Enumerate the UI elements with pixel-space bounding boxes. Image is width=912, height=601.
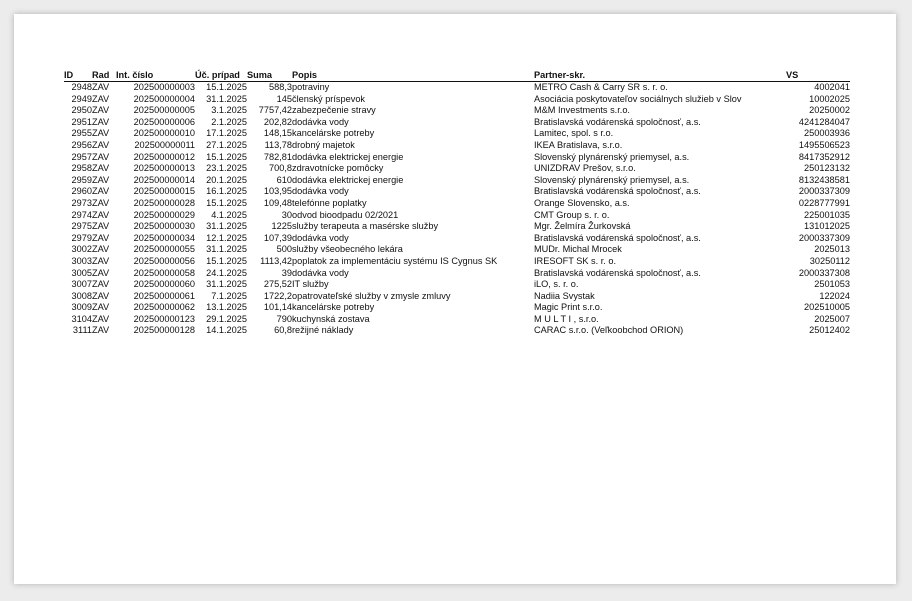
cell-partner: Mgr. Želmíra Žurkovská — [534, 221, 631, 232]
cell-id: 2973 — [71, 197, 92, 208]
cell-vs: 2501053 — [814, 279, 850, 290]
table-row — [64, 175, 850, 187]
table-body — [64, 82, 850, 338]
cell-rad: ZAV — [92, 151, 110, 162]
header-id: ID — [64, 70, 92, 82]
cell-rad: ZAV — [92, 105, 110, 116]
cell-id: 2956 — [71, 139, 92, 150]
cell-rad: ZAV — [92, 302, 110, 313]
cell-vs: 2000337308 — [798, 267, 850, 278]
table-row — [64, 233, 850, 245]
cell-partner: Bratislavská vodárenská spoločnosť, a.s. — [534, 186, 701, 197]
cell-int-cislo: 202500000011 — [134, 139, 195, 150]
cell-rad: ZAV — [92, 255, 110, 266]
cell-partner: IRESOFT SK s. r. o. — [534, 255, 617, 266]
cell-rad: ZAV — [92, 186, 110, 197]
cell-vs: 4002041 — [814, 82, 850, 92]
cell-partner: METRO Cash & Carry SR s. r. o. — [534, 82, 668, 92]
cell-partner: Bratislavská vodárenská spoločnosť, a.s. — [534, 116, 701, 127]
cell-id: 3002 — [71, 244, 92, 255]
cell-id: 2955 — [71, 128, 92, 139]
cell-id: 3008 — [71, 290, 92, 301]
table-row — [64, 221, 850, 233]
cell-popis: dodávka vody — [292, 232, 349, 243]
table-row — [64, 198, 850, 210]
cell-rad: ZAV — [92, 82, 110, 92]
cell-rad: ZAV — [92, 197, 110, 208]
cell-suma: 700,8 — [269, 163, 292, 174]
cell-id: 2974 — [71, 209, 92, 220]
cell-uc-pripad: 14.1.2025 — [206, 325, 247, 336]
cell-suma: 790 — [276, 313, 292, 324]
cell-partner: Nadiia Svystak — [534, 290, 595, 301]
cell-id: 2975 — [71, 221, 92, 232]
document-page — [14, 14, 896, 584]
cell-int-cislo: 202500000128 — [133, 325, 195, 336]
cell-suma: 107,39 — [263, 232, 292, 243]
cell-uc-pripad: 31.1.2025 — [206, 244, 247, 255]
cell-int-cislo: 202500000058 — [133, 267, 195, 278]
cell-uc-pripad: 23.1.2025 — [206, 163, 247, 174]
cell-id: 2979 — [71, 232, 92, 243]
table-row — [64, 325, 850, 337]
cell-int-cislo: 202500000030 — [133, 221, 195, 232]
table-row — [64, 117, 850, 129]
cell-suma: 145 — [276, 93, 292, 104]
cell-popis: dodávka vody — [292, 267, 349, 278]
cell-vs: 8417352912 — [798, 151, 850, 162]
cell-suma: 500 — [276, 244, 292, 255]
cell-id: 3007 — [71, 279, 92, 290]
cell-suma: 275,52 — [263, 279, 292, 290]
cell-id: 3003 — [71, 255, 92, 266]
cell-rad: ZAV — [92, 290, 110, 301]
cell-int-cislo: 202500000029 — [133, 209, 195, 220]
cell-id: 3005 — [71, 267, 92, 278]
cell-uc-pripad: 27.1.2025 — [206, 139, 247, 150]
cell-partner: Slovenský plynárenský priemysel, a.s. — [534, 151, 690, 162]
cell-uc-pripad: 29.1.2025 — [206, 313, 247, 324]
cell-id: 2951 — [71, 116, 92, 127]
cell-partner: Bratislavská vodárenská spoločnosť, a.s. — [534, 232, 701, 243]
cell-vs: 4241284047 — [798, 116, 850, 127]
table-row — [64, 279, 850, 291]
cell-popis: služby terapeuta a masérske služby — [292, 221, 439, 232]
cell-id: 3104 — [71, 313, 92, 324]
table-row — [64, 314, 850, 326]
cell-rad: ZAV — [92, 163, 110, 174]
cell-int-cislo: 202500000061 — [133, 290, 195, 301]
cell-id: 3111 — [72, 325, 92, 336]
cell-partner: CMT Group s. r. o. — [534, 209, 610, 220]
cell-int-cislo: 202500000014 — [133, 174, 195, 185]
cell-id: 2957 — [71, 151, 92, 162]
cell-rad: ZAV — [92, 128, 110, 139]
cell-popis: poplatok za implementáciu systému IS Cygnus SK — [292, 255, 498, 266]
cell-uc-pripad: 31.1.2025 — [206, 93, 247, 104]
cell-int-cislo: 202500000010 — [133, 128, 195, 139]
cell-suma: 1722,2 — [263, 290, 292, 301]
cell-partner: M U L T I , s.r.o. — [534, 313, 599, 324]
cell-popis: dodávka vody — [292, 186, 349, 197]
cell-rad: ZAV — [92, 116, 110, 127]
cell-suma: 103,95 — [263, 186, 292, 197]
cell-id: 3009 — [71, 302, 92, 313]
cell-vs: 131012025 — [804, 221, 850, 232]
table-row — [64, 244, 850, 256]
cell-vs: 20250002 — [809, 105, 850, 116]
cell-popis: dodávka elektrickej energie — [292, 174, 404, 185]
cell-vs: 202510005 — [804, 302, 850, 313]
table-row — [64, 152, 850, 164]
cell-vs: 25012402 — [809, 325, 850, 336]
cell-suma: 60,8 — [274, 325, 292, 336]
cell-suma: 1113,42 — [260, 255, 292, 266]
table-row — [64, 186, 850, 198]
cell-popis: kancelárske potreby — [292, 128, 375, 139]
cell-int-cislo: 202500000015 — [133, 186, 195, 197]
cell-partner: iLO, s. r. o. — [534, 279, 579, 290]
cell-rad: ZAV — [92, 93, 110, 104]
cell-uc-pripad: 15.1.2025 — [206, 197, 247, 208]
cell-partner: Asociácia poskytovateľov sociálnych služieb v Slov — [534, 93, 742, 104]
cell-popis: IT služby — [292, 279, 329, 290]
cell-uc-pripad: 2.1.2025 — [211, 116, 247, 127]
cell-uc-pripad: 16.1.2025 — [206, 186, 247, 197]
cell-rad: ZAV — [92, 209, 110, 220]
cell-uc-pripad: 15.1.2025 — [206, 151, 247, 162]
cell-rad: ZAV — [92, 279, 110, 290]
cell-partner: MUDr. Michal Mrocek — [534, 244, 622, 255]
cell-rad: ZAV — [92, 313, 110, 324]
cell-partner: Slovenský plynárenský priemysel, a.s. — [534, 174, 690, 185]
cell-int-cislo: 202500000028 — [133, 197, 195, 208]
cell-partner: Lamitec, spol. s r.o. — [534, 128, 614, 139]
cell-partner: IKEA Bratislava, s.r.o. — [534, 139, 623, 150]
cell-vs: 30250112 — [809, 255, 850, 266]
cell-int-cislo: 202500000055 — [133, 244, 195, 255]
cell-uc-pripad: 3.1.2025 — [211, 105, 247, 116]
cell-popis: služby všeobecného lekára — [292, 244, 403, 255]
table-row — [64, 302, 850, 314]
cell-uc-pripad: 24.1.2025 — [206, 267, 247, 278]
table-row — [64, 94, 850, 106]
cell-suma: 30 — [281, 209, 292, 220]
header-rad: Rad — [92, 70, 116, 82]
cell-suma: 202,82 — [263, 116, 292, 127]
cell-int-cislo: 202500000062 — [133, 302, 195, 313]
cell-int-cislo: 202500000003 — [133, 82, 195, 92]
cell-popis: kancelárske potreby — [292, 302, 375, 313]
cell-rad: ZAV — [92, 174, 110, 185]
table-row — [64, 140, 850, 152]
cell-popis: opatrovateľské služby v zmysle zmluvy — [292, 290, 451, 301]
cell-vs: 10002025 — [809, 93, 850, 104]
cell-partner: Bratislavská vodárenská spoločnosť, a.s. — [534, 267, 701, 278]
cell-popis: kuchynská zostava — [292, 313, 370, 324]
cell-rad: ZAV — [92, 139, 110, 150]
cell-id: 2960 — [71, 186, 92, 197]
cell-vs: 2025007 — [814, 313, 850, 324]
cell-vs: 250123132 — [804, 163, 850, 174]
cell-partner: UNIZDRAV Prešov, s.r.o. — [534, 163, 636, 174]
cell-popis: zabezpečenie stravy — [292, 105, 376, 116]
cell-vs: 0228777991 — [798, 197, 850, 208]
cell-popis: režijné náklady — [292, 325, 354, 336]
cell-suma: 782,81 — [263, 151, 292, 162]
cell-popis: odvod bioodpadu 02/2021 — [292, 209, 399, 220]
cell-uc-pripad: 31.1.2025 — [206, 221, 247, 232]
cell-vs: 225001035 — [804, 209, 850, 220]
table-row — [64, 256, 850, 268]
cell-rad: ZAV — [92, 244, 110, 255]
cell-suma: 1225 — [271, 221, 292, 232]
table-row — [64, 82, 850, 94]
cell-int-cislo: 202500000056 — [133, 255, 195, 266]
cell-uc-pripad: 17.1.2025 — [206, 128, 247, 139]
cell-uc-pripad: 31.1.2025 — [206, 279, 247, 290]
cell-vs: 2025013 — [814, 244, 850, 255]
cell-id: 2948 — [71, 82, 92, 92]
cell-vs: 250003936 — [804, 128, 850, 139]
cell-partner: Magic Print s.r.o. — [534, 302, 603, 313]
cell-popis: potraviny — [292, 82, 330, 92]
cell-suma: 588,3 — [269, 82, 292, 92]
header-suma: Suma — [247, 70, 292, 82]
table-row — [64, 291, 850, 303]
cell-rad: ZAV — [92, 232, 110, 243]
cell-suma: 113,78 — [264, 139, 292, 150]
cell-rad: ZAV — [92, 221, 110, 232]
cell-suma: 610 — [276, 174, 292, 185]
cell-popis: telefónne poplatky — [292, 197, 367, 208]
cell-id: 2950 — [71, 105, 92, 116]
cell-partner: Orange Slovensko, a.s. — [534, 197, 630, 208]
cell-popis: drobný majetok — [292, 139, 355, 150]
cell-suma: 101,14 — [263, 302, 292, 313]
table-row — [64, 210, 850, 222]
table-row — [64, 268, 850, 280]
cell-suma: 148,15 — [263, 128, 292, 139]
cell-int-cislo: 202500000123 — [133, 313, 195, 324]
header-row — [64, 70, 850, 82]
cell-popis: zdravotnícke pomôcky — [292, 163, 384, 174]
cell-vs: 2000337309 — [798, 232, 850, 243]
header-partner: Partner-skr. — [534, 70, 786, 82]
cell-uc-pripad: 20.1.2025 — [206, 174, 247, 185]
cell-suma: 7757,42 — [258, 105, 292, 116]
table-row — [64, 163, 850, 175]
cell-partner: M&M Investments s.r.o. — [534, 105, 630, 116]
header-vs: VS — [786, 70, 850, 82]
cell-vs: 2000337309 — [798, 186, 850, 197]
table-row — [64, 105, 850, 117]
cell-id: 2949 — [71, 93, 92, 104]
cell-int-cislo: 202500000004 — [133, 93, 195, 104]
cell-vs: 122024 — [819, 290, 850, 301]
cell-int-cislo: 202500000034 — [133, 232, 195, 243]
cell-suma: 39 — [281, 267, 292, 278]
table-row — [64, 128, 850, 140]
cell-id: 2959 — [71, 174, 92, 185]
cell-int-cislo: 202500000060 — [133, 279, 195, 290]
cell-uc-pripad: 7.1.2025 — [211, 290, 247, 301]
cell-partner: CARAC s.r.o. (Veľkoobchod ORION) — [534, 325, 684, 336]
cell-uc-pripad: 15.1.2025 — [206, 255, 247, 266]
cell-popis: dodávka vody — [292, 116, 349, 127]
cell-int-cislo: 202500000013 — [133, 163, 195, 174]
cell-vs: 1495506523 — [798, 139, 850, 150]
cell-suma: 109,48 — [263, 197, 292, 208]
cell-uc-pripad: 13.1.2025 — [206, 302, 247, 313]
cell-int-cislo: 202500000005 — [133, 105, 195, 116]
cell-popis: členský príspevok — [292, 93, 366, 104]
cell-int-cislo: 202500000012 — [133, 151, 195, 162]
cell-uc-pripad: 4.1.2025 — [211, 209, 247, 220]
cell-int-cislo: 202500000006 — [133, 116, 195, 127]
header-int-cislo: Int. číslo — [116, 70, 195, 82]
cell-popis: dodávka elektrickej energie — [292, 151, 404, 162]
cell-uc-pripad: 15.1.2025 — [206, 82, 247, 92]
cell-vs: 8132438581 — [798, 174, 850, 185]
invoice-table — [64, 70, 850, 337]
cell-id: 2958 — [71, 163, 92, 174]
cell-rad: ZAV — [92, 267, 110, 278]
table-header — [64, 70, 850, 82]
cell-uc-pripad: 12.1.2025 — [206, 232, 247, 243]
header-popis: Popis — [292, 70, 534, 82]
header-uc-pripad: Úč. prípad — [195, 70, 247, 82]
cell-rad: ZAV — [92, 325, 110, 336]
